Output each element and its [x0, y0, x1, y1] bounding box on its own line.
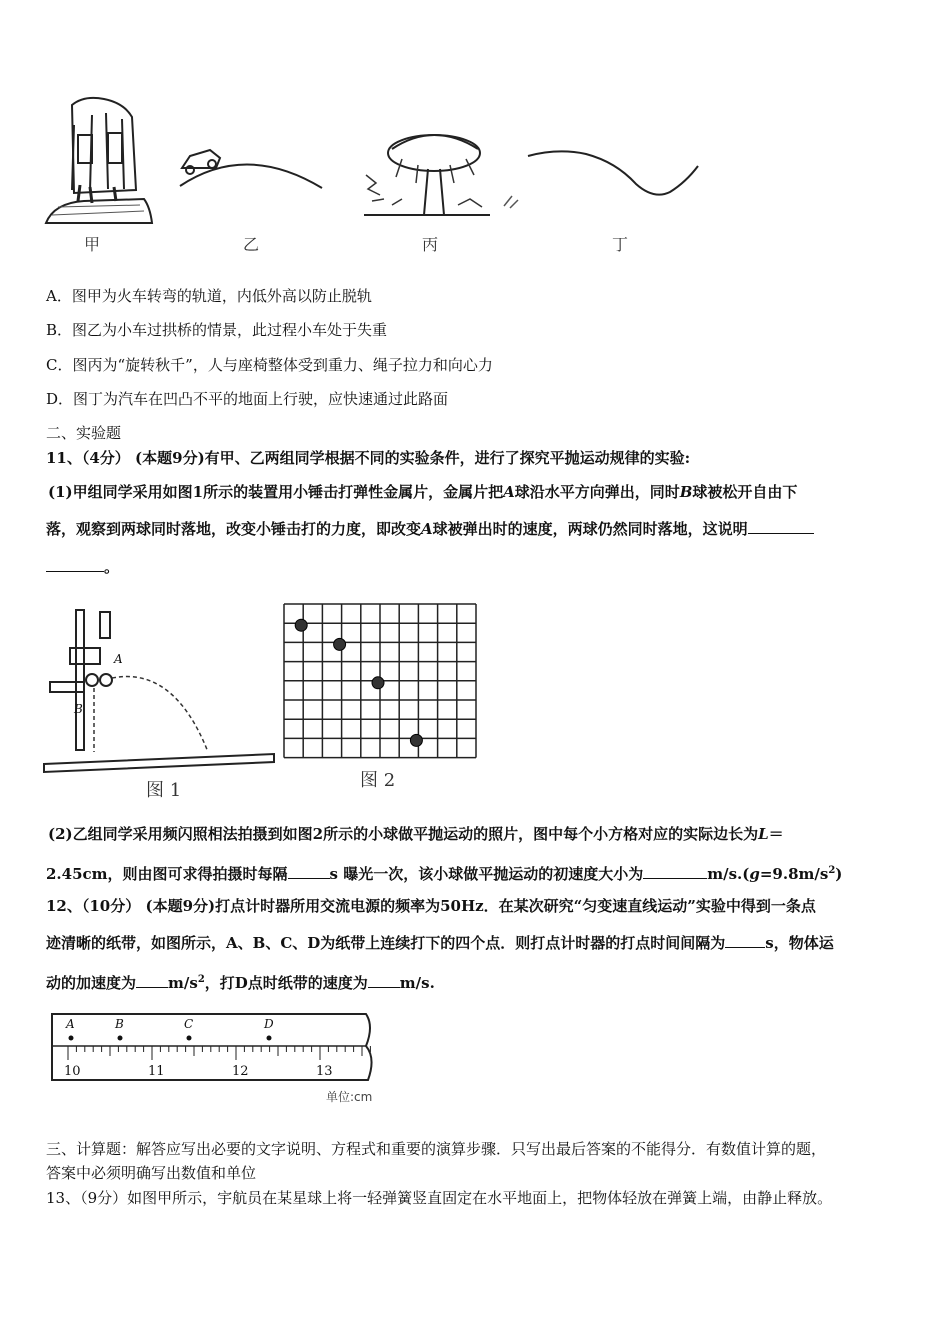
q11-part1-line1	[48, 482, 797, 502]
section-3-line2: 答案中必须明确写出数值和单位	[46, 1164, 257, 1182]
q11-part2-line1	[48, 824, 784, 844]
q11-p2-l2-d: =9.8m/s	[759, 865, 829, 883]
q11-p1-l3-end: 。	[104, 558, 120, 576]
option-d: D．图丁为汽车在凹凸不平的地面上行驶，应快速通过此路面	[46, 390, 449, 408]
q11-p1-l2-A: A	[421, 520, 433, 538]
flash-ball	[410, 734, 422, 746]
q11-part2-line2	[46, 861, 842, 884]
q13-line1: 13、（9分）如图甲所示，宇航员在某星球上将一轻弹簧竖直固定在水平地面上，把物体轻放在弹簧上端，由静止释放。	[46, 1189, 833, 1207]
q12-line3	[46, 970, 435, 993]
q11-p2-l2-e: )	[835, 865, 843, 883]
ruler-point-dot	[187, 1036, 192, 1041]
q12-l3-d: m/s.	[399, 974, 435, 992]
q12-line1: 12、（10分） (本题9分)打点计时器所用交流电源的频率为50Hz．在某次研究“匀变速直线运动”实验中得到一条点	[46, 897, 816, 915]
q11-p1-l1-c: 球被松开自由下	[692, 483, 798, 501]
answer-blank-2a[interactable]	[288, 864, 330, 879]
flash-ball	[295, 619, 307, 631]
figure-1-apparatus	[44, 604, 280, 774]
figure-label-ding: 丁	[612, 235, 629, 254]
q11-p2-l1-eq: ＝	[768, 825, 784, 843]
answer-blank-3a[interactable]	[725, 933, 765, 948]
q11-p1-l2-b: 球被弹出时的速度，两球仍然同时落地，这说明	[432, 520, 748, 538]
option-b: B．图乙为小车过拱桥的情景，此过程小车处于失重	[46, 321, 388, 339]
answer-blank-3b[interactable]	[136, 973, 168, 988]
q12-l3-sup: 2	[197, 974, 205, 985]
figure-bing-swing-carousel	[362, 125, 492, 220]
figure-jia-train-track	[44, 95, 154, 225]
option-c: C．图丙为“旋转秋千”，人与座椅整体受到重力、绳子拉力和向心力	[46, 356, 493, 374]
answer-blank-3c[interactable]	[368, 973, 400, 988]
q11-p2-l2-sup: 2	[828, 865, 836, 876]
q12-line2	[46, 933, 834, 953]
flash-ball	[372, 677, 384, 689]
ruler-point-label: A	[66, 1017, 75, 1031]
q12-l2-a: 迹清晰的纸带，如图所示，A、B、C、D为纸带上连续打下的四个点．则打点计时器的打点时间间隔为	[46, 934, 726, 952]
ruler-number: 11	[148, 1064, 165, 1079]
q11-p2-l2-g: g	[749, 865, 760, 883]
ruler-point-dot	[69, 1036, 74, 1041]
ruler-unit: 单位:cm	[326, 1090, 373, 1104]
figure-1-label-A: A	[114, 652, 123, 666]
ruler-point-label: C	[184, 1017, 194, 1031]
answer-blank-2b[interactable]	[643, 864, 707, 879]
figure-2-grid	[280, 600, 476, 760]
figure-yi-arch-bridge	[176, 138, 326, 198]
q11-part1-line2	[46, 519, 814, 539]
q11-p1-l1-b: 球沿水平方向弹出，同时	[514, 483, 680, 501]
q11-p1-l1-B: B	[679, 483, 693, 501]
ruler-point-dot	[118, 1036, 123, 1041]
option-a: A．图甲为火车转弯的轨道，内低外高以防止脱轨	[46, 287, 372, 305]
figure-2-caption: 图 2	[360, 770, 396, 791]
answer-blank-1a[interactable]	[748, 519, 814, 534]
q11-p1-l1-a: (1)甲组同学采用如图1所示的装置用小锤击打弹性金属片，金属片把	[48, 483, 504, 501]
section-2-title: 二、实验题	[46, 424, 122, 442]
figure-1-caption: 图 1	[146, 780, 182, 801]
q11-p2-l1-L: L	[758, 825, 769, 843]
section-3-line1: 三、计算题：解答应写出必要的文字说明、方程式和重要的演算步骤．只写出最后答案的不能得分．有数值计算的题，	[46, 1140, 827, 1158]
q11-part1-line3	[46, 557, 119, 577]
ruler-number: 10	[64, 1064, 81, 1079]
q12-l3-b: m/s	[168, 974, 198, 992]
flash-ball	[334, 638, 346, 650]
figure-ding-bumpy-road	[498, 140, 708, 220]
ruler-point-dot	[267, 1036, 272, 1041]
q11-p2-l2-a: 2.45cm，则由图可求得拍摄时每隔	[46, 865, 288, 883]
ruler-number: 13	[316, 1064, 333, 1079]
q11-p1-l2-a: 落，观察到两球同时落地，改变小锤击打的力度，即改变	[46, 520, 422, 538]
q11-p2-l1-a: (2)乙组同学采用频闪照相法拍摄到如图2所示的小球做平抛运动的照片，图中每个小方格对应的实际边长为	[48, 825, 759, 843]
answer-blank-1b[interactable]	[46, 557, 104, 572]
figure-label-jia: 甲	[84, 235, 101, 254]
ruler-point-label: D	[264, 1017, 274, 1031]
figure-1-label-B: B	[74, 702, 83, 716]
q11-p1-l1-A: A	[503, 483, 515, 501]
ruler-point-label: B	[115, 1017, 124, 1031]
q12-l2-b: s，物体运	[765, 934, 834, 952]
figure-label-bing: 丙	[422, 235, 439, 254]
ruler-number: 12	[232, 1064, 249, 1079]
q11-p2-l2-b: s 曝光一次，该小球做平抛运动的初速度大小为	[329, 865, 644, 883]
figure-label-yi: 乙	[243, 235, 260, 254]
q12-l3-c: ，打D点时纸带的速度为	[204, 974, 368, 992]
q11-p2-l2-c: m/s.(	[707, 865, 750, 883]
q12-l3-a: 动的加速度为	[46, 974, 137, 992]
q11-header: 11、（4分） (本题9分)有甲、乙两组同学根据不同的实验条件，进行了探究平抛运动规律的实验:	[46, 449, 691, 467]
